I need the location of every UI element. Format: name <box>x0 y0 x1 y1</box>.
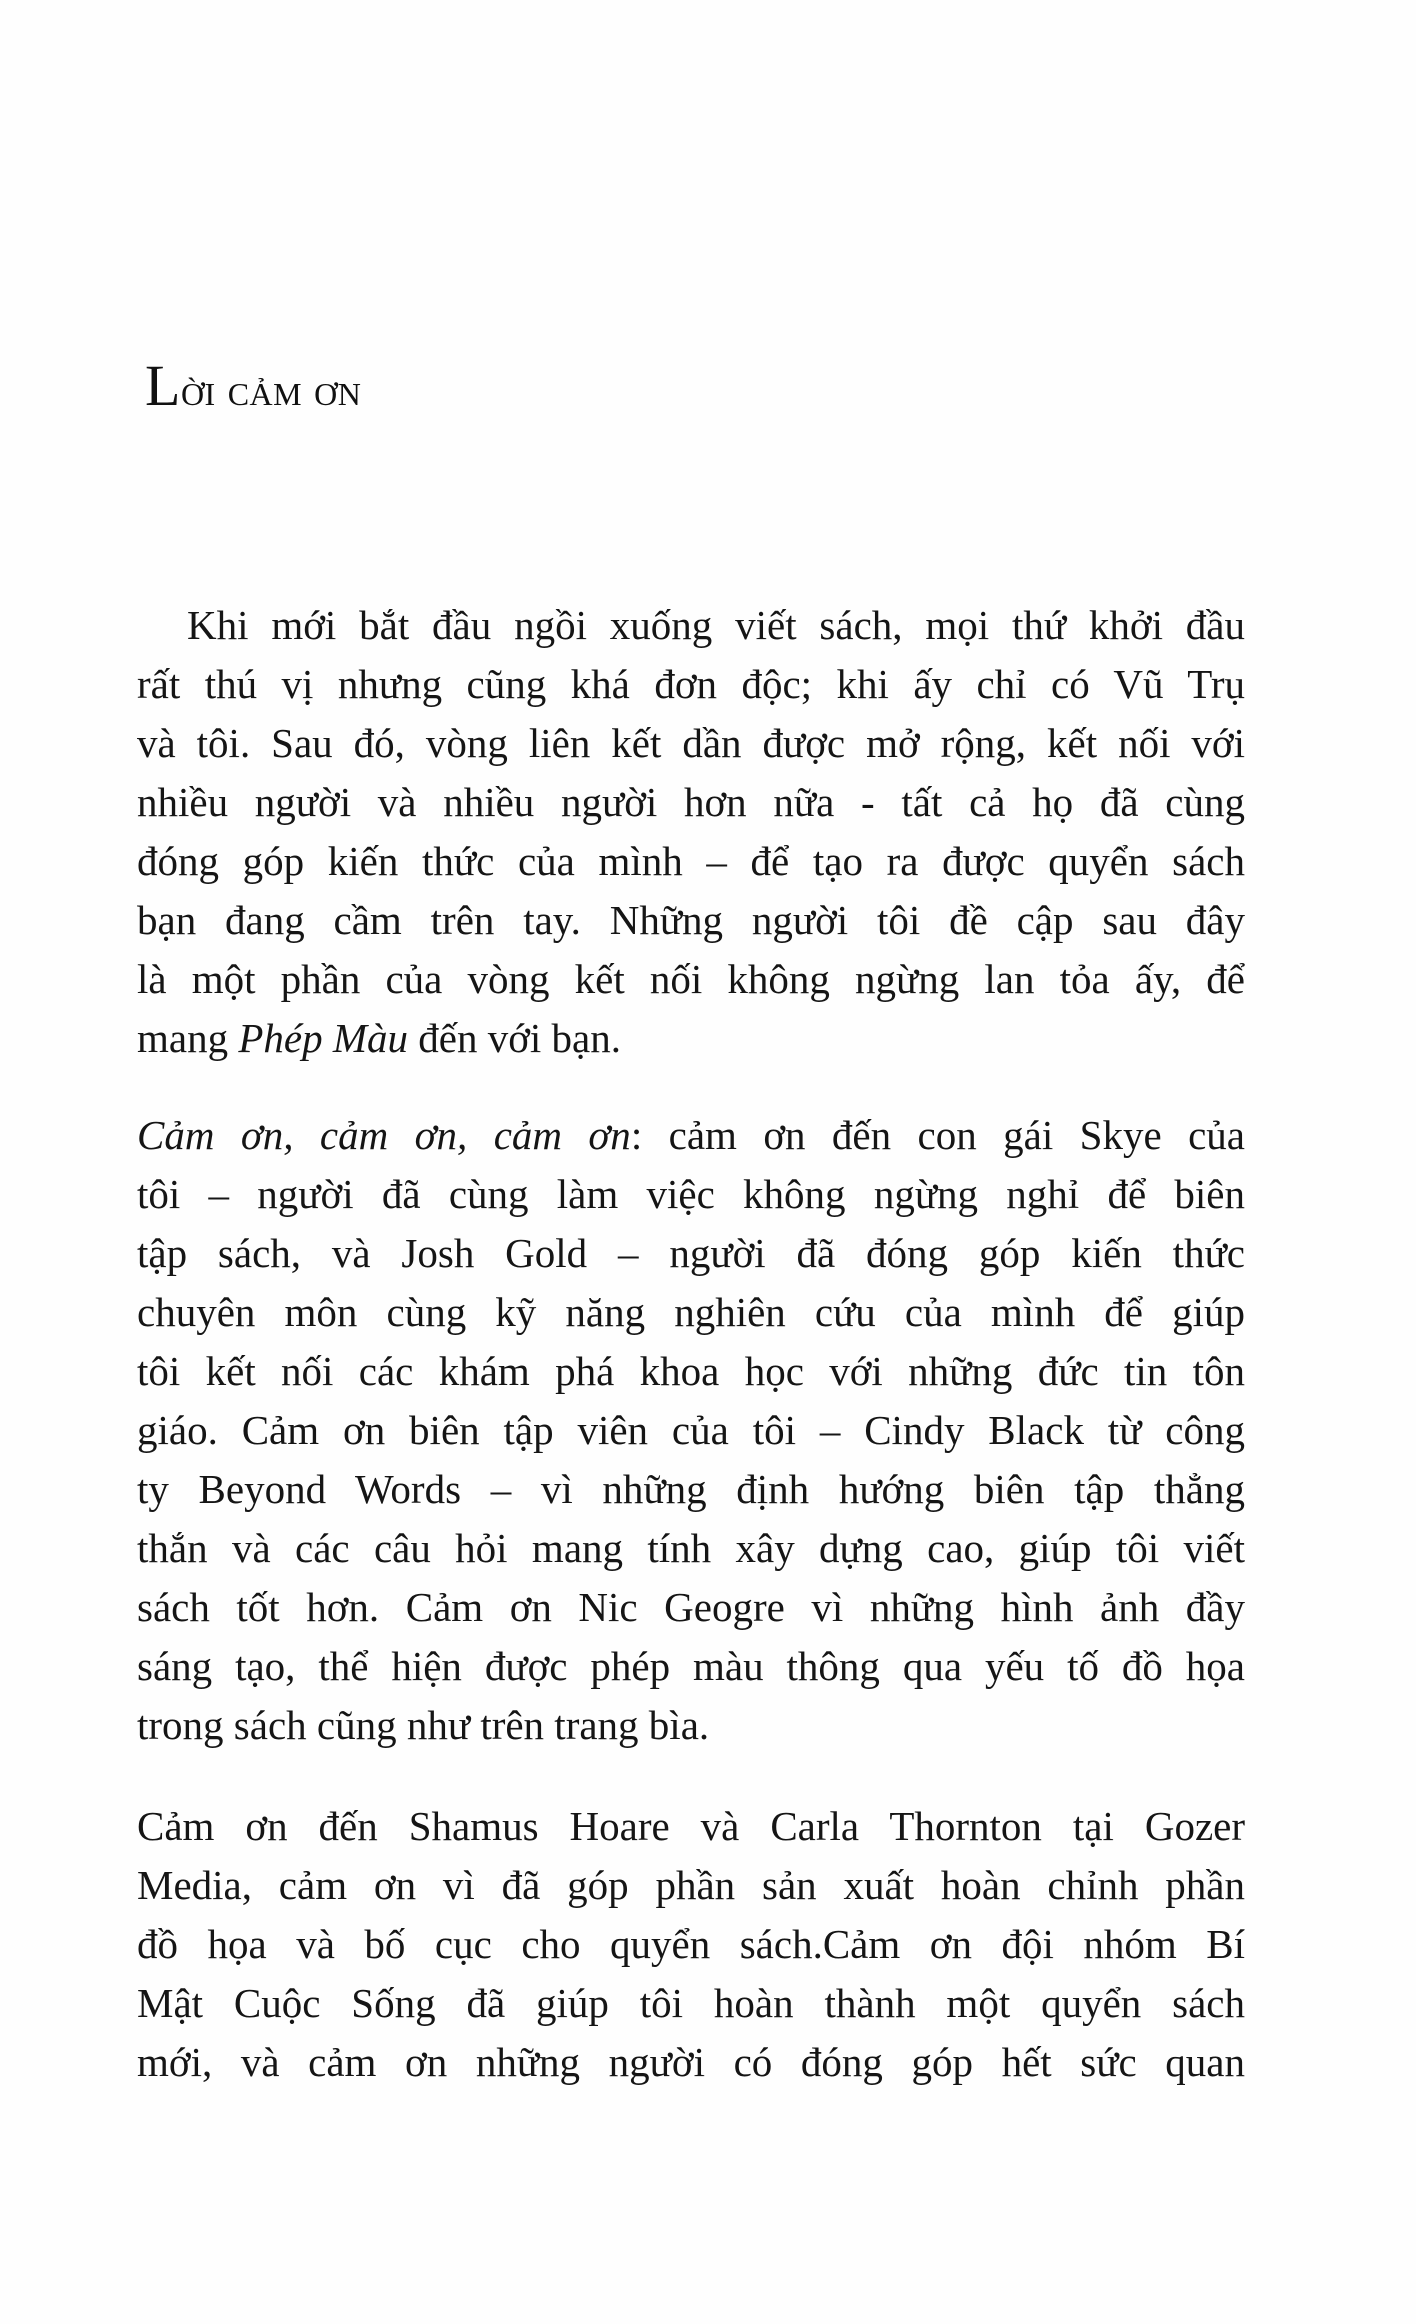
text-line: thắn và các câu hỏi mang tính xây dựng cao, giúp tôi viết <box>137 1525 1245 1571</box>
paragraph-thanks <box>137 1106 1245 1755</box>
paragraph-credits <box>137 1797 1245 2092</box>
title-initial: L <box>145 353 181 418</box>
book-title-italic: Phép Màu <box>238 1015 408 1061</box>
text-line-last <box>137 1009 1245 1068</box>
text-line: Khi mới bắt đầu ngồi xuống viết sách, mọi thứ khởi đầu <box>187 602 1245 648</box>
text-line: là một phần của vòng kết nối không ngừng lan tỏa ấy, để <box>137 956 1245 1002</box>
text-fragment: mang <box>137 1015 229 1061</box>
text-line: sáng tạo, thể hiện được phép màu thông qua yếu tố đồ họa <box>137 1643 1245 1689</box>
text-line: rất thú vị nhưng cũng khá đơn độc; khi ấy chỉ có Vũ Trụ <box>137 661 1245 707</box>
thanks-italic: Cảm ơn, cảm ơn, cảm ơn <box>137 1112 631 1158</box>
text-line: tôi kết nối các khám phá khoa học với những đức tin tôn <box>137 1348 1245 1394</box>
text-line-first <box>137 1106 1245 1165</box>
text-line: Media, cảm ơn vì đã góp phần sản xuất hoàn chỉnh phần <box>137 1862 1245 1908</box>
text-line: nhiều người và nhiều người hơn nữa - tất cả họ đã cùng <box>137 779 1245 825</box>
text-line: bạn đang cầm trên tay. Những người tôi đề cập sau đây <box>137 897 1245 943</box>
text-line: đóng góp kiến thức của mình – để tạo ra được quyển sách <box>137 838 1245 884</box>
text-line: Cảm ơn đến Shamus Hoare và Carla Thornton tại Gozer <box>137 1803 1245 1849</box>
text-line: tập sách, và Josh Gold – người đã đóng góp kiến thức <box>137 1230 1245 1276</box>
text-line: và tôi. Sau đó, vòng liên kết dần được mở rộng, kết nối với <box>137 720 1245 766</box>
text-fragment: : cảm ơn đến con gái Skye của <box>630 1112 1245 1158</box>
text-line: tôi – người đã cùng làm việc không ngừng nghỉ để biên <box>137 1171 1245 1217</box>
text-fragment: đến với bạn. <box>418 1015 621 1061</box>
text-line: giáo. Cảm ơn biên tập viên của tôi – Cindy Black từ công <box>137 1407 1245 1453</box>
text-line: Mật Cuộc Sống đã giúp tôi hoàn thành một quyển sách <box>137 1980 1245 2026</box>
title-rest: ời cảm ơn <box>180 364 362 415</box>
text-line: đồ họa và bố cục cho quyển sách.Cảm ơn đội nhóm Bí <box>137 1921 1245 1967</box>
text-line-last: trong sách cũng như trên trang bìa. <box>137 1702 710 1748</box>
text-line: chuyên môn cùng kỹ năng nghiên cứu của mình để giúp <box>137 1289 1245 1335</box>
paragraph-intro <box>137 596 1245 1068</box>
text-line: mới, và cảm ơn những người có đóng góp hết sức quan <box>137 2039 1245 2085</box>
text-line: sách tốt hơn. Cảm ơn Nic Geogre vì những hình ảnh đầy <box>137 1584 1245 1630</box>
page-title <box>145 352 361 419</box>
text-line: ty Beyond Words – vì những định hướng biên tập thẳng <box>137 1466 1245 1512</box>
